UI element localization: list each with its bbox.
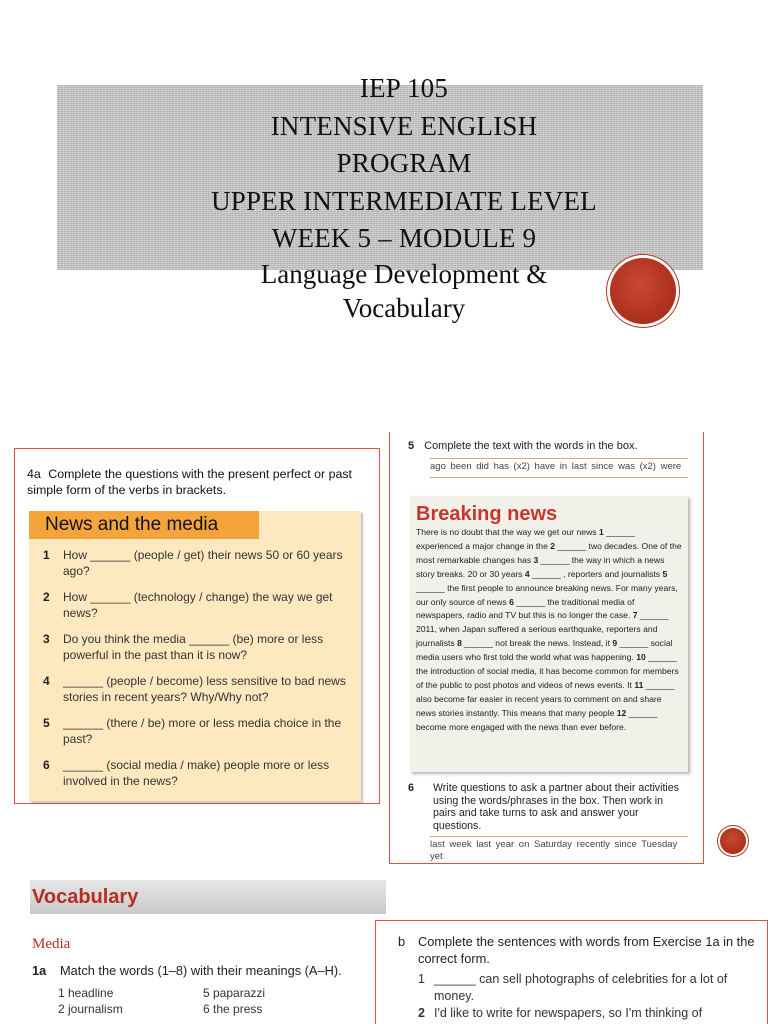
exercise-6-instruction: 6 Write questions to ask a partner about their activities using the words/phrases in the box. Then work in pairs and take turns to ask and answer your questions. (408, 782, 679, 832)
list-item: 2 How ______ (technology / change) the way we get news? (43, 590, 333, 620)
title-line-3: PROGRAM (336, 148, 472, 178)
list-item: 1 ______ can sell photographs of celebrities for a lot of money. (418, 972, 728, 1003)
media-section-title: Media (32, 936, 71, 952)
decorative-circle-icon (720, 828, 746, 854)
title-line-1: IEP 105 (359, 73, 449, 103)
exercise-b-items (418, 971, 758, 1022)
vocabulary-heading: Vocabulary (32, 886, 139, 908)
list-item: 1 How ______ (people / get) their news 50 or 60 years ago? (43, 548, 343, 578)
news-box-title: News and the media (29, 511, 259, 539)
list-item: 1 headline 5 paparazzi (58, 986, 266, 1000)
breaking-news-box (410, 496, 688, 772)
exercise-5-number: 5 (408, 440, 415, 452)
exercise-b-panel (375, 920, 768, 1024)
list-item: 3 Do you think the media ______ (be) more or less powerful in the past than it is now? (43, 632, 324, 662)
list-item: 2 journalism 6 the press (58, 1002, 263, 1016)
subtitle-line-1: Language Development & (260, 258, 548, 289)
breaking-news-text: There is no doubt that the way we get our news 1 ______ experienced a major change in the 2 ______ two decades. One of the most remarkable changes has 3 ______ the way in which a news story breaks. 20 or 30 years 4 ______ , reporters and journalists 5 ______ the first people to announce breaking news. For many years, our only source of news 6 ______ the traditional media of newspapers, radio and TV but this is no longer the case. 7 ______ 2011, when Japan suffered a serious earthquake, reporters and journalists 8 ______ not break the news. Instead, it 9 ______ social media users who first told the world what was happening. 10 ______ the introduction of social media, it has become common for members of the public to post photos and videos of news events. It 11 ______ also become far easier in recent years to comment on and share news stories instantly. This means that many people 12 ______ become more engaged with the news than ever before. (416, 527, 682, 732)
exercise-5-word-box: ago been did has (x2) have in last since was (x2) were (430, 458, 688, 478)
exercise-1a-instruction: 1a Match the words (1–8) with their meanings (A–H). (32, 963, 342, 978)
exercise-6-number: 6 (408, 782, 414, 794)
exercise-6-word-box: last week last year on Saturday recently since Tuesday yet (430, 836, 688, 863)
subtitle-line-2: Vocabulary (342, 292, 466, 323)
decorative-circle-icon (610, 258, 676, 324)
exercise-b-instruction: b Complete the sentences with words from Exercise 1a in the correct form. (398, 934, 755, 966)
list-item: 4 ______ (people / become) less sensitive to bad news stories in recent years? Why/Why not? (43, 674, 346, 704)
exercise-4a-panel (14, 448, 380, 804)
exercise-5-instruction: 5 Complete the text with the words in the box. (408, 440, 638, 452)
list-item: 5 ______ (there / be) more or less media choice in the past? (43, 716, 342, 746)
vocabulary-heading-bar (30, 880, 386, 914)
exercise-4a-instruction (27, 467, 367, 498)
exercise-4a-text: Complete the questions with the present perfect or past simple form of the verbs in brackets. (27, 467, 352, 497)
title-line-2: INTENSIVE ENGLISH (270, 110, 538, 141)
breaking-news-title: Breaking news (416, 503, 558, 525)
exercise-5-6-panel (389, 432, 704, 864)
list-item: 6 ______ (social media / make) people more or less involved in the news? (43, 758, 330, 788)
title-line-4: UPPER INTERMEDIATE LEVEL (211, 185, 597, 216)
slide-title (150, 70, 658, 326)
exercise-1a-word-list (58, 985, 358, 1017)
list-item: 2 I'd like to write for newspapers, so I'm thinking of (418, 1006, 703, 1020)
news-question-list (43, 547, 353, 799)
exercise-4a-number: 4a (27, 467, 41, 481)
news-and-media-box (29, 511, 361, 801)
title-line-5: WEEK 5 – MODULE 9 (271, 223, 537, 253)
